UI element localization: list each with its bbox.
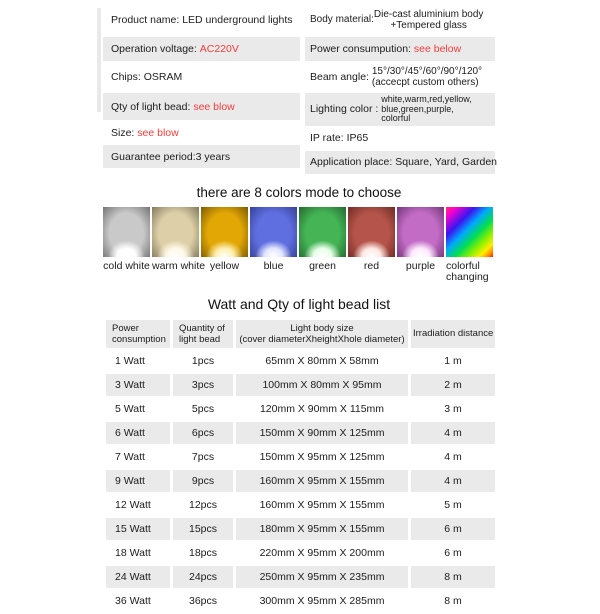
watt-header-line: consumption (112, 333, 166, 345)
swatch-label: purple (405, 259, 436, 272)
spec-row (305, 37, 495, 61)
spec-value-line: blue,green,purple, (381, 103, 454, 114)
watt-cell: 24 Watt (106, 566, 170, 588)
watt-header-line: (cover diameterXheightXhole diameter) (239, 333, 405, 345)
watt-cell: 15 Watt (106, 518, 170, 540)
watt-table-header-row (106, 320, 495, 348)
watt-cell: 5 m (411, 494, 495, 516)
watt-cell: 65mm X 80mm X 58mm (236, 350, 408, 372)
watt-cell: 1 m (411, 350, 495, 372)
spec-value: see blow (193, 100, 235, 113)
watt-header-line: Irradiation distance (413, 328, 494, 339)
watt-cell: 3 Watt (106, 374, 170, 396)
spec-row (103, 37, 300, 61)
color-swatch-purple (397, 207, 444, 257)
swatch-label: red (363, 259, 380, 272)
watt-cell: 300mm X 95mm X 285mm (236, 590, 408, 612)
watt-cell: 12pcs (173, 494, 233, 516)
spec-row (103, 5, 300, 35)
watt-column-header (411, 320, 495, 348)
swatch-label: colorful changing (446, 259, 489, 283)
watt-cell: 6 m (411, 518, 495, 540)
watt-cell: 36 Watt (106, 590, 170, 612)
watt-cell: 150mm X 95mm X 125mm (236, 446, 408, 468)
watt-cell: 3 m (411, 398, 495, 420)
spec-value: LED underground lights (182, 14, 293, 26)
watt-header-line: Quantity of (179, 322, 225, 334)
watt-cell: 250mm X 95mm X 235mm (236, 566, 408, 588)
swatch-label: blue (263, 259, 284, 272)
watt-row (106, 590, 495, 612)
spec-label: Product name: (111, 14, 183, 26)
color-swatch-warm-white (152, 207, 199, 257)
spec-row (103, 63, 300, 91)
watt-cell: 1pcs (173, 350, 233, 372)
watt-row (106, 398, 495, 420)
spec-label: IP rate: (310, 132, 347, 144)
spec-value (381, 95, 472, 124)
spec-value: AC220V (199, 43, 239, 55)
watt-cell: 4 m (411, 446, 495, 468)
watt-cell: 6 Watt (106, 422, 170, 444)
watt-row (106, 446, 495, 468)
spec-row (305, 151, 495, 174)
color-swatch-green (299, 207, 346, 257)
watt-cell: 8 m (411, 590, 495, 612)
color-swatch-yellow (201, 207, 248, 257)
spec-value: see below (413, 43, 462, 55)
spec-row (305, 128, 495, 149)
watt-cell: 120mm X 90mm X 115mm (236, 398, 408, 420)
swatch-label: warm white (152, 259, 206, 272)
spec-value: 3 years (195, 150, 231, 163)
spec-value (372, 66, 482, 89)
color-swatch-cold-white (103, 207, 150, 257)
watt-cell: 6 m (411, 542, 495, 564)
colors-section-title: there are 8 colors mode to choose (196, 184, 402, 200)
spec-label: Lighting color : (310, 103, 382, 116)
watt-cell: 3pcs (173, 374, 233, 396)
spec-value-line: colorful (381, 113, 411, 123)
spec-column-right (305, 5, 495, 174)
watt-cell: 5 Watt (106, 398, 170, 420)
spec-value-line: 15°/30°/45°/60°/90°/120° (371, 65, 483, 77)
watt-cell: 4 m (411, 470, 495, 492)
watt-cell: 36pcs (173, 590, 233, 612)
watt-cell: 8 m (411, 566, 495, 588)
watt-header-line: Power (112, 322, 139, 334)
watt-cell: 160mm X 95mm X 155mm (236, 470, 408, 492)
watt-cell: 12 Watt (106, 494, 170, 516)
watt-cell: 18pcs (173, 542, 233, 564)
watt-column-header (106, 320, 170, 348)
spec-label: Guarantee period: (111, 150, 196, 163)
watt-cell: 7pcs (173, 446, 233, 468)
spec-row (305, 5, 495, 35)
watt-cell: 6pcs (173, 422, 233, 444)
spec-row (305, 93, 495, 126)
spec-row (103, 122, 300, 143)
spec-value-line: Die-cast aluminium body (373, 8, 484, 20)
watt-cell: 100mm X 80mm X 95mm (236, 374, 408, 396)
watt-column-header (173, 320, 233, 348)
spec-table (103, 5, 495, 174)
spec-label: Beam angle: (310, 71, 372, 83)
page-edge-artifact (97, 8, 101, 112)
watt-row (106, 374, 495, 396)
watt-row (106, 470, 495, 492)
spec-value (374, 9, 484, 32)
watt-row (106, 566, 495, 588)
watt-cell: 180mm X 95mm X 155mm (236, 518, 408, 540)
sheet-content (103, 5, 495, 614)
watt-row (106, 542, 495, 564)
watt-row (106, 422, 495, 444)
spec-value: IP65 (346, 132, 369, 144)
watt-header-line: light bead (179, 333, 221, 345)
spec-row (103, 93, 300, 120)
watt-table (103, 318, 498, 614)
watt-table-title: Watt and Qty of light bead list (207, 295, 391, 312)
spec-label: Chips: (111, 71, 144, 83)
watt-cell: 1 Watt (106, 350, 170, 372)
spec-label: Application place: (310, 156, 396, 168)
spec-label: Power consumpution: (310, 43, 414, 55)
watt-cell: 150mm X 90mm X 125mm (236, 422, 408, 444)
color-swatch-strip (103, 207, 495, 257)
spec-value-line: (accecpt custom others) (371, 77, 479, 88)
swatch-label: green (309, 259, 336, 272)
spec-value: Square, Yard, Garden (395, 156, 497, 168)
color-swatch-labels (103, 261, 495, 283)
color-swatch-blue (250, 207, 297, 257)
watt-column-header (236, 320, 408, 348)
spec-label: Body material: (310, 14, 374, 25)
color-swatch-red (348, 207, 395, 257)
watt-cell: 4 m (411, 422, 495, 444)
spec-value-line: white,warm,red,yellow, (381, 94, 472, 104)
swatch-label: yellow (209, 259, 240, 272)
watt-cell: 160mm X 95mm X 155mm (236, 494, 408, 516)
watt-cell: 220mm X 95mm X 200mm (236, 542, 408, 564)
spec-label: Size: (111, 126, 138, 139)
watt-cell: 7 Watt (106, 446, 170, 468)
watt-cell: 15pcs (173, 518, 233, 540)
spec-value-line: +Tempered glass (390, 20, 467, 31)
watt-cell: 2 m (411, 374, 495, 396)
spec-value: OSRAM (143, 71, 183, 83)
watt-row (106, 494, 495, 516)
spec-label: Qty of light bead: (111, 100, 194, 113)
spec-row (103, 145, 300, 168)
watt-cell: 24pcs (173, 566, 233, 588)
watt-cell: 5pcs (173, 398, 233, 420)
watt-cell: 9pcs (173, 470, 233, 492)
color-swatch-colorful-changing (446, 207, 493, 257)
spec-row (305, 63, 495, 91)
watt-header-line: Light body size (290, 322, 354, 334)
spec-label: Operation voltage: (111, 43, 200, 55)
spec-value: see blow (137, 126, 179, 139)
watt-cell: 18 Watt (106, 542, 170, 564)
watt-row (106, 518, 495, 540)
watt-row (106, 350, 495, 372)
swatch-label: cold white (103, 259, 150, 272)
watt-cell: 9 Watt (106, 470, 170, 492)
spec-column-left (103, 5, 300, 174)
